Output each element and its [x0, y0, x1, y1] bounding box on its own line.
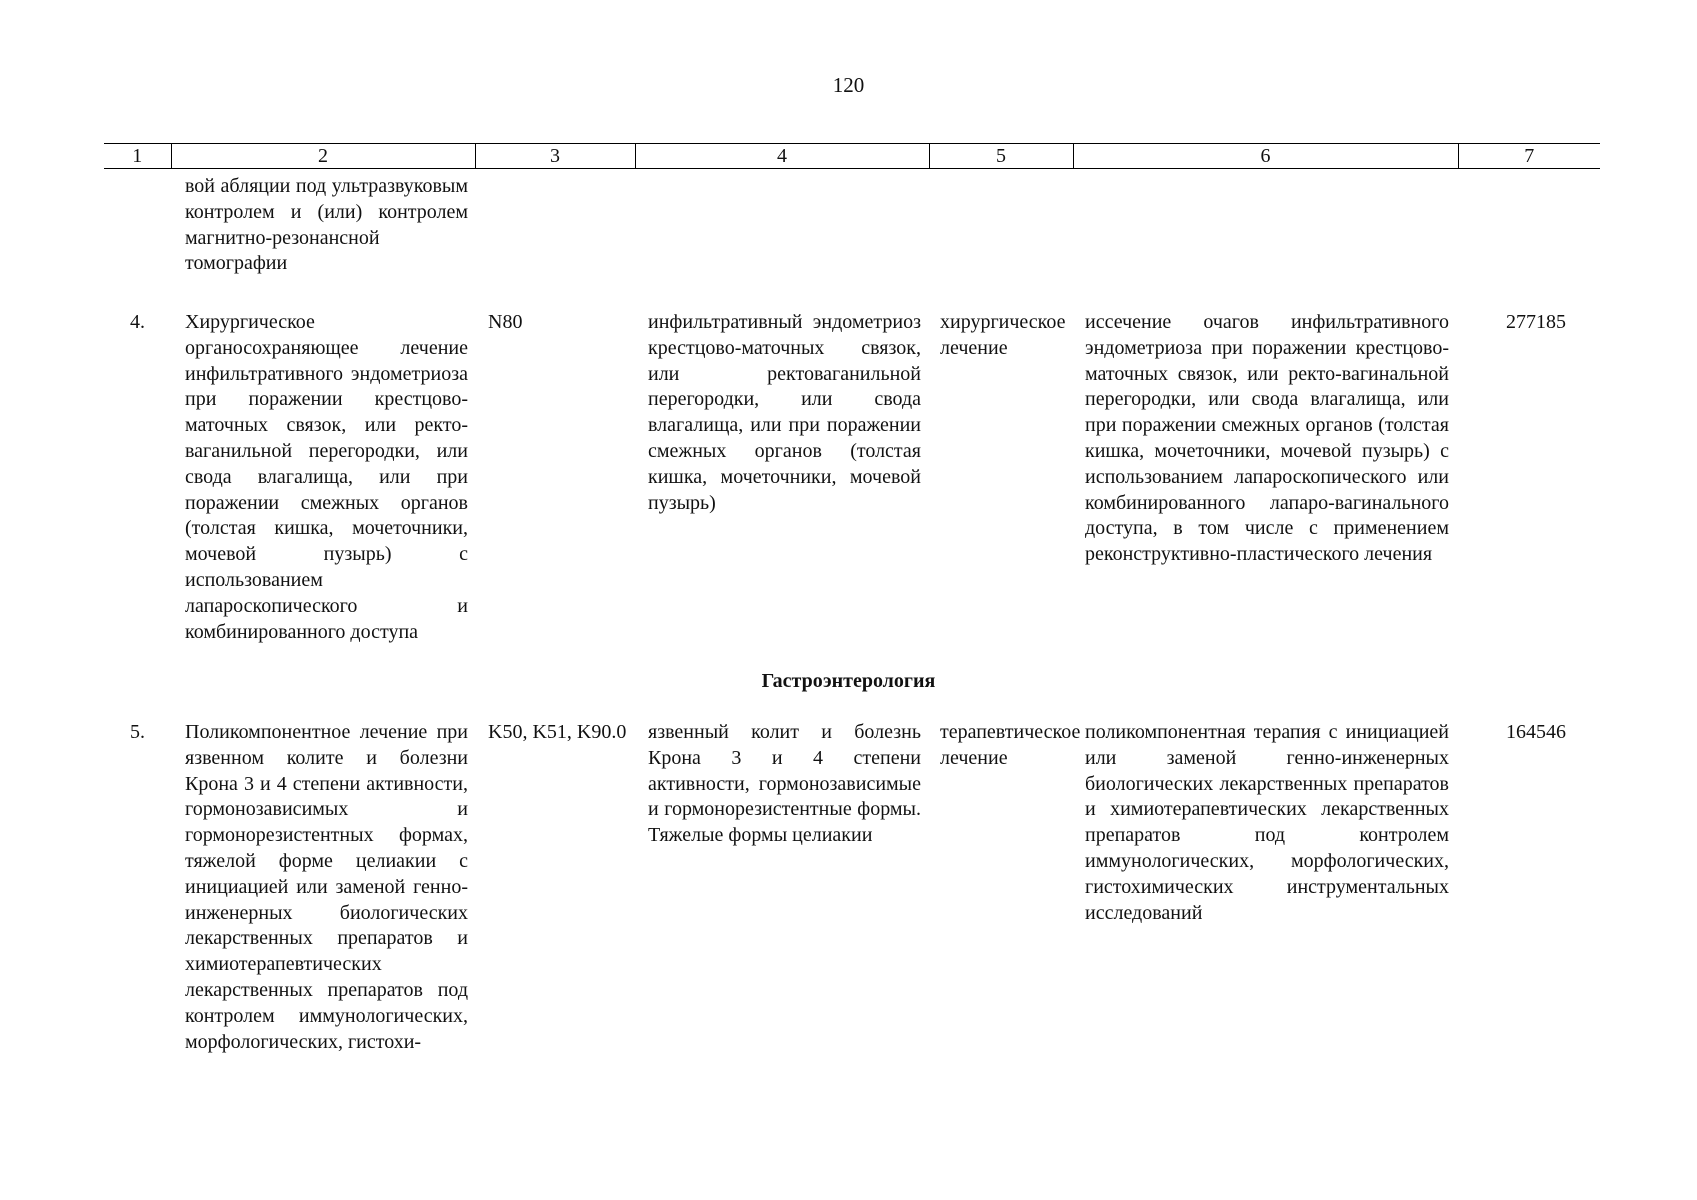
row-4-treatment-type: хирургическое лечение: [940, 311, 1066, 359]
row-5-name: Поликомпонентное лечение при язвенном колите и болезни Крона 3 и 4 степени активности, гормонозависимых и гормонорезистентных формах, тяжелой форме целиакии с инициацией или заменой генно-инженерных биологических лекарственных препаратов и химиотерапевтических лекарственных препаратов под контролем иммунологических, морфологических, гистохи-: [185, 721, 468, 1053]
section-title: Гастроэнтерология: [761, 670, 936, 692]
row-5-patient-model: язвенный колит и болезнь Крона 3 и 4 степени активности, гормонозависимые и гормонорезистентные формы. Тяжелые формы целиакии: [648, 721, 921, 847]
continuation-text: вой абляции под ультразвуковым контролем и (или) контролем магнитно-резонансной томографии: [185, 175, 468, 275]
header-col-1: 1: [104, 144, 171, 169]
row-4-price: 277185: [1506, 311, 1566, 333]
header-col-7: 7: [1458, 144, 1600, 169]
row-4-codes: N80: [488, 311, 523, 333]
row-4-name: Хирургическое органосохраняющее лечение инфильтративного эндометриоза при поражении крестцово-маточных связок, или ректо-ваганильной перегородки, или свода влагалища, или при поражении смежных органов (толстая кишка, мочеточники, мочевой пузырь) с использованием лапароскопического и комбинированного доступа: [185, 311, 468, 643]
page-number: 120: [832, 73, 865, 97]
header-col-4: 4: [635, 144, 929, 169]
column-number-header: [104, 143, 1600, 169]
header-col-3: 3: [475, 144, 635, 169]
row-4-patient-model: инфильтративный эндометриоз крестцово-маточных связок, или ректоваганильной перегородки, или свода влагалища, или при поражении смежных органов (толстая кишка, мочеточники, мочевой пузырь): [648, 311, 921, 514]
row-5-number: 5.: [130, 721, 145, 743]
row-5-codes: K50, K51, K90.0: [488, 721, 627, 743]
header-col-5: 5: [929, 144, 1073, 169]
row-4-number: 4.: [130, 311, 145, 333]
row-5-price: 164546: [1506, 721, 1566, 743]
header-col-6: 6: [1073, 144, 1458, 169]
row-5-method: поликомпонентная терапия с инициацией или заменой генно-инженерных биологических лекарственных препаратов и химиотерапевтических лекарственных препаратов под контролем иммунологических, морфологических, гистохимических инструментальных исследований: [1085, 721, 1449, 924]
row-4-method: иссечение очагов инфильтративного эндометриоза при поражении крестцово-маточных связок, или ректо-вагинальной перегородки, или свода влагалища, или при поражении смежных органов (толстая кишка, мочеточники, мочевой пузырь) с использованием лапароскопического или комбинированного лапаро-вагинального доступа, в том числе с применением реконструктивно-пластического лечения: [1085, 311, 1449, 566]
header-col-2: 2: [171, 144, 475, 169]
row-5-treatment-type: терапевтическое лечение: [940, 721, 1081, 769]
